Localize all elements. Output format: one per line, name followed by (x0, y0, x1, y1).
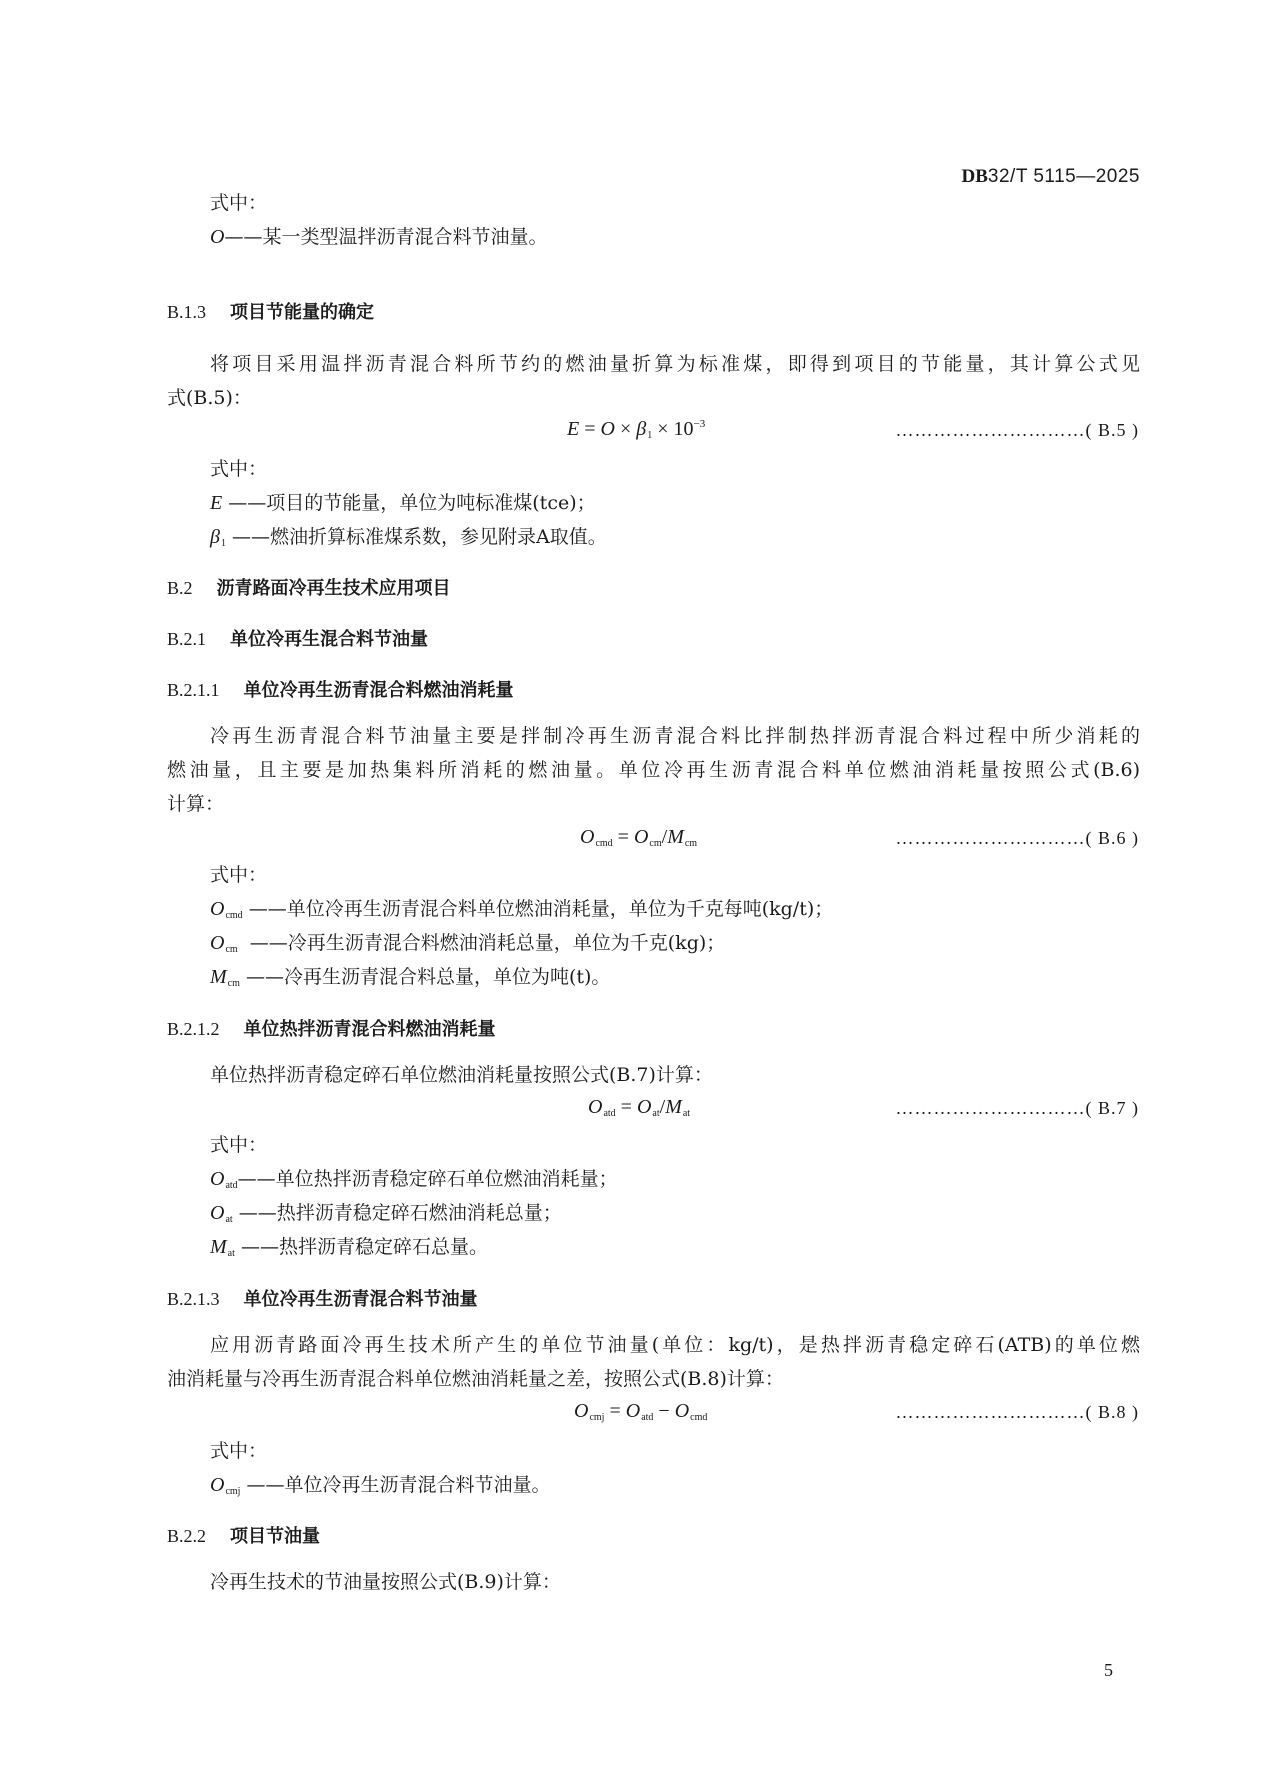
definition-beta: $\beta_1$ ——燃油折算标准煤系数，参见附录A取值。 (210, 526, 607, 549)
definition-ocmd: $O_{cmd}$ ——单位冷再生沥青混合料单位燃油消耗量，单位为千克每吨(kg/t)； (210, 898, 834, 921)
section-heading-b2: B.2 沥青路面冷再生技术应用项目 (167, 578, 451, 599)
definition-e: E ——项目的节能量，单位为吨标准煤(tce)； (210, 492, 596, 514)
formula-number-b5: …………………………( B.5 ) (895, 420, 1139, 440)
where-label: 式中： (210, 864, 268, 886)
paragraph-b13-line2: 式(B.5)： (167, 387, 252, 409)
paragraph-b211-line1: 冷再生沥青混合料节油量主要是拌制冷再生沥青混合料比拌制热拌沥青混合料过程中所少消耗的 (210, 725, 1140, 747)
section-heading-b22: B.2.2 项目节油量 (167, 1526, 321, 1547)
definition-ocm: $O_{cm}$ ——冷再生沥青混合料燃油消耗总量，单位为千克(kg)； (210, 932, 726, 955)
definition-o: O——某一类型温拌沥青混合料节油量。 (210, 226, 548, 248)
paragraph-b213-line1: 应用沥青路面冷再生技术所产生的单位节油量(单位：kg/t)，是热拌沥青稳定碎石(ATB)的单位燃 (210, 1334, 1140, 1356)
where-label: 式中： (210, 1134, 268, 1156)
paragraph-b211-line2: 燃油量，且主要是加热集料所消耗的燃油量。单位冷再生沥青混合料单位燃油消耗量按照公式(B.6) (167, 759, 1140, 781)
definition-ocmj: $O_{cmj}$ ——单位冷再生沥青混合料节油量。 (210, 1474, 551, 1497)
section-heading-b21: B.2.1 单位冷再生混合料节油量 (167, 629, 429, 650)
formula-b5: $E = O \times \beta_1 \times 10^{-3}$ (567, 418, 706, 441)
formula-b8: $O_{cmj} = O_{atd} - O_{cmd}$ (574, 1400, 708, 1423)
formula-number-b6: …………………………( B.6 ) (895, 828, 1139, 848)
standard-number: DB32/T 5115—2025 (961, 166, 1140, 187)
section-heading-b211: B.2.1.1 单位冷再生沥青混合料燃油消耗量 (167, 680, 514, 701)
definition-oatd: $O_{atd}——$单位热拌沥青稳定碎石单位燃油消耗量； (210, 1168, 618, 1191)
section-heading-b213: B.2.1.3 单位冷再生沥青混合料节油量 (167, 1289, 478, 1310)
definition-oat: $O_{at}$ ——热拌沥青稳定碎石燃油消耗总量； (210, 1202, 562, 1225)
page-number: 5 (1104, 1660, 1113, 1680)
definition-mcm: $M_{cm}$ ——冷再生沥青混合料总量，单位为吨(t)。 (210, 966, 611, 989)
formula-number-b8: …………………………( B.8 ) (895, 1402, 1139, 1422)
where-label: 式中： (210, 458, 268, 480)
definition-mat: $M_{at}$ ——热拌沥青稳定碎石总量。 (210, 1236, 488, 1259)
section-heading-b212: B.2.1.2 单位热拌沥青混合料燃油消耗量 (167, 1019, 496, 1040)
paragraph-b211-line3: 计算： (167, 793, 225, 815)
where-label: 式中： (210, 1440, 268, 1462)
paragraph-b13-line1: 将项目采用温拌沥青混合料所节约的燃油量折算为标准煤，即得到项目的节能量，其计算公式见 (210, 353, 1140, 375)
formula-b6: $O_{cmd} = O_{cm}/M_{cm}$ (580, 826, 698, 849)
paragraph-b213-line2: 油消耗量与冷再生沥青混合料单位燃油消耗量之差，按照公式(B.8)计算： (167, 1368, 784, 1390)
paragraph-b22: 冷再生技术的节油量按照公式(B.9)计算： (210, 1571, 561, 1593)
formula-b7: $O_{atd} = O_{at}/M_{at}$ (588, 1096, 691, 1119)
where-label: 式中： (210, 192, 268, 214)
formula-number-b7: …………………………( B.7 ) (895, 1098, 1139, 1118)
section-heading-b13: B.1.3 项目节能量的确定 (167, 302, 375, 323)
paragraph-b212: 单位热拌沥青稳定碎石单位燃油消耗量按照公式(B.7)计算： (210, 1064, 713, 1086)
